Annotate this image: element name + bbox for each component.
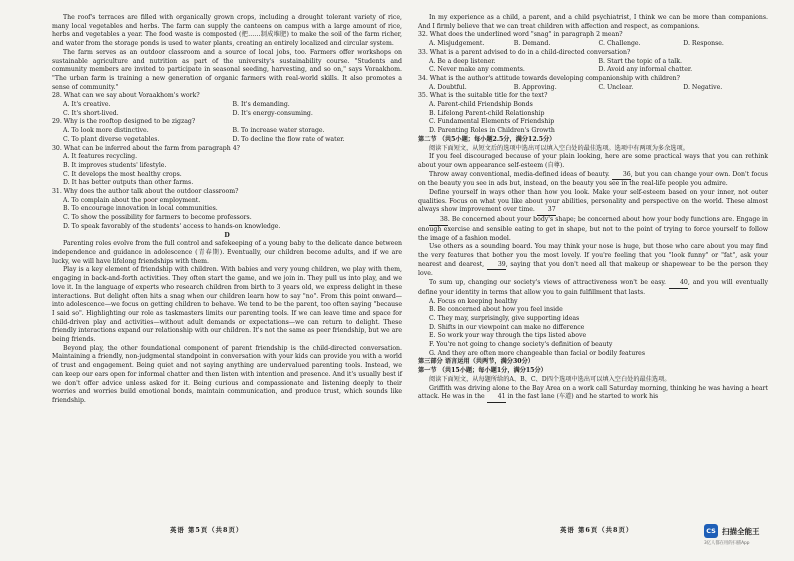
paragraph-text: . Be concerned about your body's shape; be concerned about how your body functions are. Engage in enough exercise and sensible eating to get in shape, but not to the point of trying to force yourself to follow the image of a fashion model. — [418, 216, 768, 242]
cloze-paragraph — [418, 385, 768, 403]
gap-passage-paragraph — [418, 216, 768, 243]
option: D. Avoid any informal chatter. — [598, 66, 693, 74]
paragraph-text: , and you will eventually define your identity in terms that allow you to gain fulfillment that lasts. — [418, 279, 769, 296]
option: C. It develops the most healthy crops. — [63, 170, 182, 178]
option: C. Unclear. — [598, 83, 634, 91]
option: D. Response. — [683, 40, 724, 48]
option: D. It has better outputs than other farms. — [63, 179, 194, 187]
paragraph-text: Throw away conventional, media-defined ideas of beauty. — [429, 170, 610, 178]
paragraph-text: , saying that you don't need all that makeup or shapewear to be the person they love. — [418, 260, 768, 278]
option: C. To plant diverse vegetables. — [63, 135, 160, 143]
question-29: 29. Why is the rooftop designed to be zigzag? — [52, 118, 196, 126]
section-2-instructions: 阅读下面短文，从短文后的选项中选出可以填入空白处的最佳选项。选项中有两项为多余选项。 — [429, 144, 689, 152]
question-33: 33. What is a parent advised to do in a child-directed conversation? — [418, 48, 631, 56]
option: A. Misjudgement. — [429, 40, 485, 48]
passage-d-heading: D — [224, 231, 230, 239]
section-1-heading: 第一节 （共15小题；每小题1分，满分15分） — [418, 367, 547, 375]
gap-passage-paragraph: If you feel discouraged because of your plain looking, here are some practical ways that you can rethink about your own appearance self-esteem (自尊). — [418, 153, 768, 169]
passage-d-paragraph: Parenting roles evolve from the full control and safekeeping of a young baby to the delicate dance between independence and guidance in adolescence (青春期). Eventually, our children become adults, and if we are lucky, we will have lifelong friendships with them. — [52, 240, 402, 265]
option: D. Parenting Roles in Children's Growth — [429, 127, 555, 135]
option: C. It's short-lived. — [63, 109, 119, 117]
paragraph-text: Define yourself in ways other than how you look. Make your self-esteem based on your inner, not outer qualities. Focus on what you like about your abilities, personality and perspective on the world. These almost always show improvement over time. — [418, 189, 768, 214]
blank-39: 39 — [487, 261, 506, 271]
gap-option: C. They may, surprisingly, give supporting ideas — [429, 314, 580, 322]
option: A. Parent-child Friendship Bonds — [429, 101, 533, 109]
option: A. It's creative. — [63, 101, 111, 109]
question-29-options — [52, 127, 402, 144]
blank-37: 37 — [537, 206, 556, 216]
question-30: 30. What can be inferred about the farm from paragraph 4? — [52, 144, 240, 152]
question-28-options — [52, 101, 402, 118]
question-34-options — [418, 84, 768, 93]
gap-option: F. You're not going to change society's definition of beauty — [429, 341, 613, 349]
option: B. To increase water storage. — [232, 127, 325, 135]
question-32: 32. What does the underlined word "snag" in paragraph 2 mean? — [418, 31, 623, 39]
page-6-footer: 英语 第6页（共8页） — [560, 526, 634, 534]
scanner-watermark — [704, 524, 760, 538]
blank-40: 40 — [669, 279, 688, 289]
option: C. Never make any comments. — [429, 66, 525, 74]
option: B. Lifelong Parent-child Relationship — [429, 109, 545, 117]
option: B. It improves students' lifestyle. — [63, 161, 167, 169]
option: C. Challenge. — [598, 40, 641, 48]
option: B. Approving. — [513, 83, 557, 91]
option: D. To speak favorably of the students' access to hands-on knowledge. — [63, 222, 281, 230]
option: A. To look more distinctive. — [63, 127, 149, 135]
question-32-options — [418, 40, 768, 49]
paragraph-text: , but you can change your own. Don't focus on the beauty you see in ads but, instead, on the beauty you see in the real-life people you admire. — [418, 170, 768, 188]
option: D. It's energy-consuming. — [232, 109, 313, 117]
question-31: 31. Why does the author talk about the outdoor classroom? — [52, 188, 239, 196]
section-2-heading: 第二节 （共5小题；每小题2.5分，满分12.5分） — [418, 135, 556, 143]
option: A. To complain about the poor employment. — [63, 196, 201, 204]
part-3-heading: 第三部分 语言运用（共两节，满分30分） — [418, 358, 534, 366]
option: D. To decline the flow rate of water. — [232, 135, 345, 143]
gap-passage-paragraph — [418, 243, 768, 279]
gap-option: D. Shifts in our viewpoint can make no difference — [429, 323, 585, 331]
option: D. Negative. — [683, 83, 723, 91]
option: B. Start the topic of a talk. — [598, 57, 682, 65]
watermark-name: 扫描全能王 — [722, 526, 760, 536]
option: B. Demand. — [513, 40, 551, 48]
watermark-tagline: 3亿人都在用的扫描App — [704, 541, 750, 546]
page-5-column — [52, 14, 402, 406]
page-5-footer: 英语 第5页（共8页） — [170, 526, 244, 534]
question-28: 28. What can we say about Voraakhom's work? — [52, 92, 200, 100]
gap-option: B. Be concerned about how you feel inside — [429, 306, 563, 314]
paragraph-text: To sum up, changing our society's views of attractiveness won't be easy. — [429, 279, 667, 287]
gap-option: A. Focus on keeping healthy — [429, 297, 518, 305]
paragraph-text: Griffith was driving alone to the Bay Area on a work call Saturday morning, thinking he was having a heart attack. He was in the — [418, 384, 768, 401]
passage-c-paragraph: The roof's terraces are filled with organically grown crops, including a drought tolerant variety of rice, many local vegetables and herbs. The farm can supply the canteens on campus with a large amount of rice, herbs and vegetables a year. The food waste is composted (把……制成堆肥) to make the soil of the farm richer, and water from the storage ponds is used to water plants, creating an entirely localized and circular system. — [52, 14, 402, 48]
gap-passage-paragraph — [418, 279, 768, 297]
question-34: 34. What is the author's attitude towards developing companionship with children? — [418, 74, 680, 82]
passage-c-paragraph: The farm serves as an outdoor classroom and a source of local jobs, too. Farmers offer workshops on sustainable agriculture and nutrition as part of the university's sustainability course. "Students and community members are invited to participate in seasonal seeding, harvesting, and so on," says Voraakhom. "The urban farm is training a new generation of organic farmers with real-world skills. It also promotes a sense of community." — [52, 48, 402, 91]
page-6-column — [418, 14, 768, 403]
question-35: 35. What is the suitable title for the text? — [418, 92, 548, 100]
option: C. Fundamental Elements of Friendship — [429, 118, 555, 126]
option: B. To encourage innovation in local communities. — [63, 205, 218, 213]
question-33-options — [418, 58, 768, 75]
gap-passage-paragraph — [418, 189, 768, 216]
option: B. It's demanding. — [232, 101, 290, 109]
paragraph-text: Use others as a sounding board. You may think your nose is huge, but those who care about you may find the very features that bother you the most lovely. If you're feeling that you "look funny" or "fat", ask your nearest and dearest, — [418, 243, 768, 268]
section-1-instructions: 阅读下面短文，从每题所给的A、B、C、D四个选项中选出可以填入空白处的最佳选项。 — [429, 375, 671, 383]
paragraph-text: in the fast lane (车道) and he started to work his — [507, 393, 659, 401]
passage-d-paragraph: In my experience as a child, a parent, and a child psychiatrist, I think we can be more than companions. And I firmly believe that we can treat children with affection and respect, as companions. — [418, 14, 768, 30]
passage-d-paragraph: Play is a key element of friendship with children. With babies and very young children, we play with them, engaging in back-and-forth activities. They often start the game, and we join in. They pull us into play, and we love it. In the language of experts who research children from birth to 3 years old, we express delight in these interactions. But delight often hits a snag when our children learn how to say "no". From this point onward—into adolescence—we focus on getting children to behave. We tend to be the parent, too often saying "because I said so". Highlighting our role as taskmasters limits our parenting tools. If we can leave time and space for child-driven play and activities—without adult demands or expectations—we can return to delight. These friendly interactions expand our relationship with our children. It's not the same as peer friendship, but we are being friends. — [52, 266, 402, 344]
gap-option: E. So work your way through the tips listed above — [429, 332, 587, 340]
gap-passage-paragraph — [418, 171, 768, 189]
camscanner-icon: CS — [704, 524, 718, 538]
option: C. To show the possibility for farmers to become professors. — [63, 214, 252, 222]
option: A. Doubtful. — [429, 83, 467, 91]
blank-41: 41 — [487, 393, 506, 403]
option: A. It features recycling. — [63, 153, 138, 161]
blank-38: 38 — [429, 216, 448, 226]
passage-d-paragraph: Beyond play, the other foundational component of parent friendship is the child-directed conversation. Maintaining a friendly, non-judgmental standpoint in conversation with your kids can provide you with a world of trust and engagement. Being quiet and not saying anything are undervalued parenting tools. Instead, we can keep our ears open for informal chatter and then listen with intention and presence. And it's usually best if we don't offer advice unless asked for it. Being curious and compassionate and listening deeply to their worries and worries build emotional bonds, maintain communication, and produce trust, which sounds like friendship. — [52, 344, 402, 404]
gap-option: G. And they are often more changeable than facial or bodily features — [429, 349, 646, 357]
option: A. Be a deep listener. — [429, 57, 496, 65]
blank-36: 36 — [612, 171, 631, 181]
